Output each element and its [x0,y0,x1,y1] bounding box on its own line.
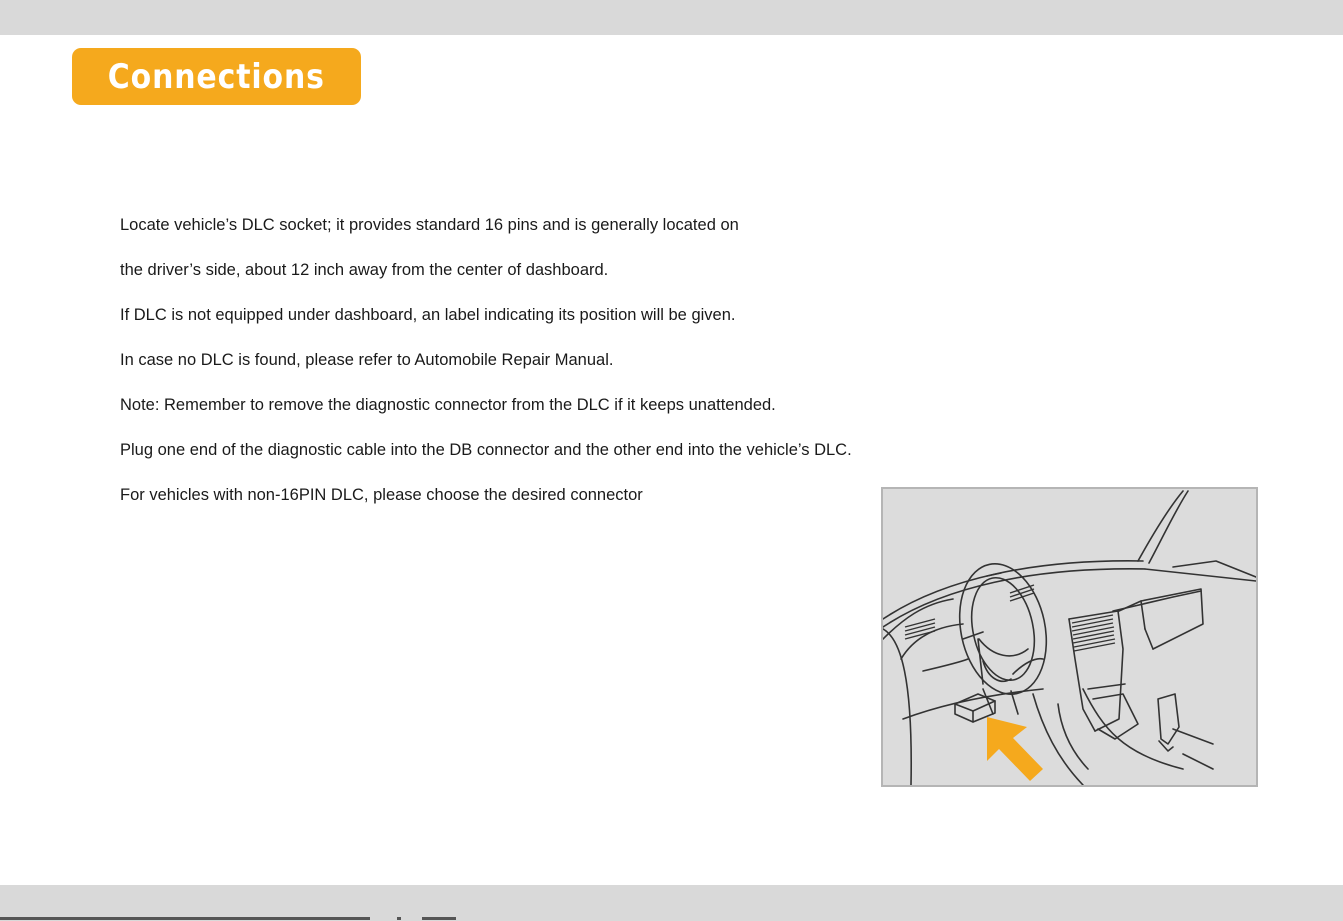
instruction-line: Locate vehicle’s DLC socket; it provides standard 16 pins and is generally located on [120,216,739,234]
bottom-rule-mark [422,917,456,920]
instruction-line: Note: Remember to remove the diagnostic connector from the DLC if it keeps unattended. [120,396,776,414]
instruction-line: If DLC is not equipped under dashboard, an label indicating its position will be given. [120,306,736,324]
instruction-line: the driver’s side, about 12 inch away from the center of dashboard. [120,261,609,279]
section-title: Connections [107,56,326,97]
bottom-rule [0,917,370,920]
bottom-rule-mark [397,917,401,920]
dashboard-illustration [881,487,1258,787]
section-title-badge [72,48,361,105]
instruction-line: In case no DLC is found, please refer to Automobile Repair Manual. [120,351,614,369]
instruction-line: For vehicles with non-16PIN DLC, please choose the desired connector [120,486,643,504]
bottom-bar [0,885,1343,921]
arrow-icon [987,717,1043,781]
dashboard-line-art [883,489,1256,785]
instructions-list [120,212,920,527]
top-bar [0,0,1343,35]
instruction-line: Plug one end of the diagnostic cable into the DB connector and the other end into the vehicle’s DLC. [120,441,852,459]
